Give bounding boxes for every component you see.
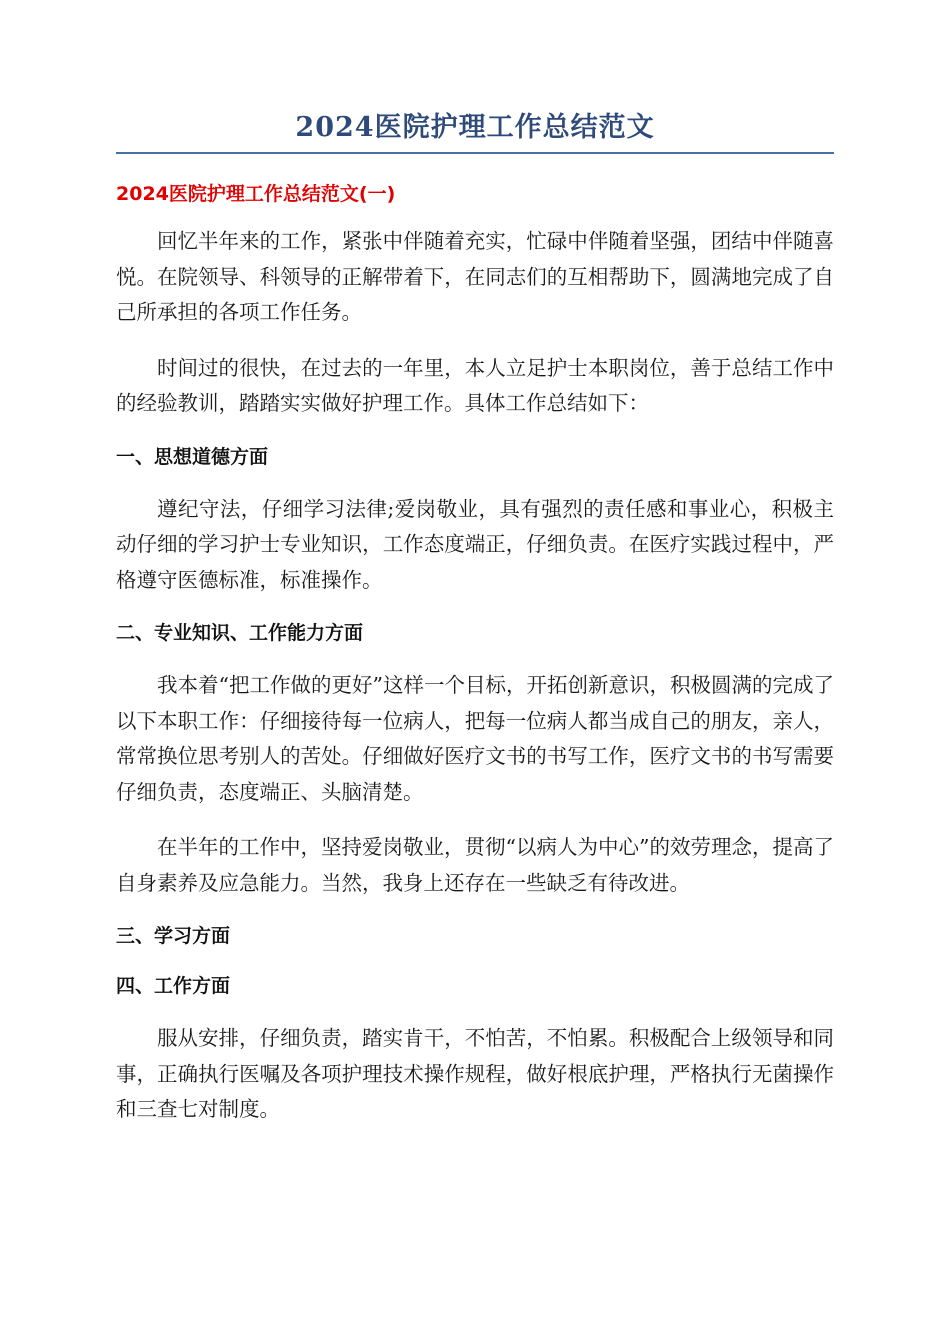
subheading-professional: 二、专业知识、工作能力方面 [116, 622, 364, 644]
document-title: 2024医院护理工作总结范文 [295, 112, 655, 143]
subheading-study: 三、学习方面 [116, 925, 231, 947]
paragraph-work: 服从安排，仔细负责，踏实肯干，不怕苦，不怕累。积极配合上级领导和同事，正确执行医嘱及各项护理技术操作规程，做好根底护理，严格执行无菌操作和三查七对制度。 [116, 1026, 834, 1121]
subheading-work: 四、工作方面 [116, 975, 231, 997]
paragraph-ideology: 遵纪守法，仔细学习法律;爱岗敬业，具有强烈的责任感和事业心，积极主动仔细的学习护士专业知识，工作态度端正，仔细负责。在医疗实践过程中，严格遵守医德标准，标准操作。 [116, 496, 834, 592]
title-underline [116, 152, 834, 154]
section-heading: 2024医院护理工作总结范文(一) [116, 183, 396, 205]
document-page [116, 108, 834, 1128]
paragraph-professional-2: 在半年的工作中，坚持爱岗敬业，贯彻“以病人为中心”的效劳理念，提高了自身素养及应急能力。当然，我身上还存在一些缺乏有待改进。 [116, 835, 834, 895]
intro-paragraph-2: 时间过的很快，在过去的一年里，本人立足护士本职岗位，善于总结工作中的经验教训，踏踏实实做好护理工作。具体工作总结如下： [116, 355, 834, 415]
subheading-ideology: 一、思想道德方面 [116, 445, 269, 468]
paragraph-professional-1: 我本着“把工作做的更好”这样一个目标，开拓创新意识，积极圆满的完成了以下本职工作：仔细接待每一位病人，把每一位病人都当成自己的朋友，亲人，常常换位思考别人的苦处。仔细做好医疗文书的书写工作，医疗文书的书写需要仔细负责，态度端正、头脑清楚。 [116, 673, 834, 804]
intro-paragraph-1: 回忆半年来的工作，紧张中伴随着充实，忙碌中伴随着坚强，团结中伴随喜悦。在院领导、科领导的正解带着下，在同志们的互相帮助下，圆满地完成了自己所承担的各项工作任务。 [116, 229, 834, 324]
